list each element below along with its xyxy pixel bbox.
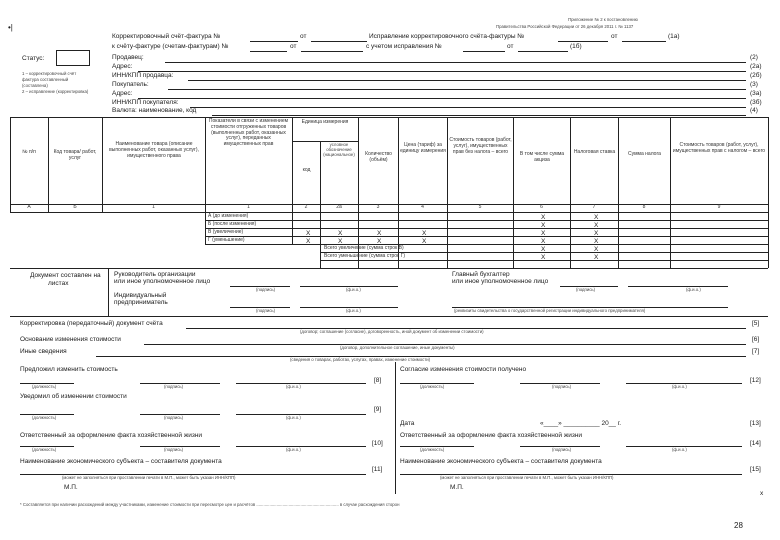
notify-fio-caption: (ф.и.о.) (286, 415, 301, 420)
status-note-1: 1 – корректировочный счёт (22, 71, 77, 76)
ip-sign-caption: (подпись) (256, 308, 276, 313)
code-15: [15] (750, 466, 761, 473)
doc-sheets-line-2: листах (48, 280, 69, 287)
left-fio-caption: (ф.и.о.) (286, 384, 301, 389)
x-mark-1: X (338, 230, 343, 237)
resp-left-title: Ответственный за оформление факта хозяйственной жизни (20, 432, 203, 439)
x-mark-10: X (541, 238, 546, 245)
resp-left-position-caption: (должность) (32, 447, 57, 452)
transfer-caption-1: (договор; соглашение (согласие), договоренность, иной документ об изменении стоимости) (300, 329, 484, 334)
notify-position-caption: (должность) (32, 415, 57, 420)
col-header-cost: Стоимость товаров (работ, услуг), имущественных прав без налога – всего (449, 137, 512, 155)
row-label-increase: В (увеличение) (208, 229, 244, 235)
consent-received-title: Согласие изменения стоимости получено (400, 366, 527, 373)
total-increase-label: Всего увеличение (сумма строк В) (324, 245, 404, 251)
head-org-line-2: или иное уполномоченное лицо (114, 278, 211, 285)
resp-left-sign-caption: (подпись) (164, 447, 184, 452)
code-12: [12] (750, 377, 761, 384)
code-10: [10] (372, 440, 383, 447)
party-field-5[interactable] (190, 107, 746, 108)
row-label-decrease: Г (уменьшение) (208, 237, 245, 243)
transfer-code-2: [6] (752, 336, 760, 343)
proposed-change-title: Предложил изменить стоимость (20, 366, 118, 373)
x-mark-6: X (306, 238, 311, 245)
entity-right-title: Наименование экономического субъекта – составителя документа (400, 458, 602, 465)
col-number-5: 2а (336, 204, 342, 210)
code-1b: (1б) (570, 43, 582, 50)
footnote: * Составляется при наличии расхождений между участниками, изменение стоимости при пересмотре цен и расчётов ..................................................................... в случае расхождения сторон (20, 502, 400, 507)
x-mark-7: X (338, 238, 343, 245)
col-header-code: Код товара/ работ, услуг (53, 149, 97, 161)
party-field-0[interactable] (165, 62, 746, 63)
col-header-total: Стоимость товаров (работ, услуг), имущественных прав с налогом – всего (672, 142, 766, 154)
col-number-8: 5 (478, 204, 482, 210)
corr-invoice-from: от (300, 33, 307, 40)
side-mark: х (760, 490, 764, 497)
x-mark-2: X (377, 230, 382, 237)
transfer-caption-2: (договор, дополнительное соглашение, иные документы) (340, 345, 455, 350)
col-number-4: 2 (304, 204, 308, 210)
col-number-indicators: 1 (247, 204, 250, 210)
x-mark-16: X (541, 214, 546, 221)
x-mark-14: X (541, 254, 546, 261)
col-number-7: 4 (421, 204, 424, 210)
x-mark-11: X (594, 238, 599, 245)
party-code-3: (3) (750, 81, 758, 88)
resp-right-title: Ответственный за оформление факта хозяйственной жизни (400, 432, 583, 439)
head-fio-caption: (ф.и.о.) (346, 287, 361, 292)
party-code-5: (3б) (750, 99, 762, 106)
ip-fio-caption: (ф.и.о.) (346, 308, 361, 313)
status-note-3: (составлена) (22, 83, 48, 88)
x-mark-18: X (541, 222, 546, 229)
col-header-unit: Единица измерения (301, 119, 349, 125)
right-sign-caption: (подпись) (552, 384, 572, 389)
col-header-name: Наименование товара (описание выполненных работ, оказанных услуг), имущественного права (109, 141, 199, 159)
resp-left-fio-caption: (ф.и.о.) (286, 447, 301, 452)
correction-from: от (611, 33, 618, 40)
status-field[interactable] (56, 50, 90, 66)
x-mark-12: X (541, 246, 546, 253)
entity-left-title: Наименование экономического субъекта – составителя документа (20, 458, 222, 465)
appendix-line-2: Правительства Российской Федерации от 26 декабря 2011 г. № 1137 (496, 24, 634, 29)
transfer-label-1: Корректировка (передаточный) документ счёта (20, 320, 163, 327)
party-field-6[interactable] (212, 115, 746, 116)
party-code-6: (4) (750, 107, 758, 114)
correction-label: Исправление корректировочного счёта-фактуры № (369, 33, 525, 40)
to-invoice-label: к счёту-фактуре (счетам-фактурам) № (112, 43, 229, 50)
col-header-unit-code: код (302, 167, 311, 173)
corr-invoice-label: Корректировочный счёт-фактура № (112, 33, 221, 40)
left-stamp: М.П. (64, 484, 78, 491)
row-label-after: Б (после изменения) (208, 221, 257, 227)
x-mark-17: X (594, 214, 599, 221)
with-correction-label: с учетом исправления № (366, 43, 442, 50)
to-invoice-from: от (290, 43, 297, 50)
ip-requisites-caption: (реквизиты свидетельства о государственной регистрации индивидуального предпринимателя) (454, 308, 646, 313)
x-mark-3: X (422, 230, 427, 237)
entity-right-caption: (может не заполняться при проставлении печати в М.П., может быть указан ИНН/КПП) (440, 475, 614, 480)
party-field-4[interactable] (138, 98, 746, 99)
col-number-10: 7 (592, 204, 596, 210)
chief-sign-caption: (подпись) (576, 287, 596, 292)
with-correction-from: от (507, 43, 514, 50)
col-header-price: Цена (тариф) за единицу измерения (400, 142, 446, 154)
status-note-2: фактура составленный (22, 77, 69, 82)
page-number: 28 (734, 521, 743, 530)
col-header-qty: Количество (объём) (365, 151, 392, 163)
party-code-1: (2а) (750, 63, 762, 70)
resp-right-position-caption: (должность) (420, 447, 445, 452)
total-decrease-label: Всего уменьшение (сумма строк Г) (324, 253, 405, 259)
col-header-indicators: Показатели в связи с изменением стоимости отгруженных товаров (выполненных работ, оказанных услуг), переданных имущественных прав (208, 118, 289, 147)
party-label-3: Покупатель: (112, 81, 149, 88)
code-11: [11] (372, 466, 383, 473)
col-header-num: № п/п (22, 149, 36, 155)
chief-acc-line-2: или иное уполномоченное лицо (452, 278, 549, 285)
party-label-5: ИНН/КПП покупателя: (112, 99, 179, 106)
x-mark-8: X (377, 238, 382, 245)
code-13: [13] (750, 420, 761, 427)
code-8: [8] (374, 377, 382, 384)
resp-right-fio-caption: (ф.и.о.) (672, 447, 687, 452)
col-number-1: Б (73, 204, 77, 210)
notify-sign-caption: (подпись) (164, 415, 184, 420)
right-stamp: М.П. (450, 484, 464, 491)
notified-title: Уведомил об изменении стоимости (20, 393, 127, 400)
col-number-9: 6 (540, 204, 543, 210)
date-label: Дата (400, 420, 415, 427)
x-mark-5: X (594, 230, 599, 237)
party-code-0: (2) (750, 54, 758, 61)
party-label-6: Валюта: наименование, код (112, 107, 197, 114)
x-mark-0: X (306, 230, 311, 237)
row-label-before: А (до изменения) (208, 213, 249, 219)
col-number-6: 3 (376, 204, 380, 210)
status-note-4: 2 – исправление (корректировка) (22, 89, 89, 94)
ip-line-1: Индивидуальный (114, 292, 167, 299)
party-field-1[interactable] (138, 71, 746, 72)
transfer-code-3: [7] (752, 348, 760, 355)
ip-line-2: предприниматель (114, 299, 168, 306)
transfer-label-3: Иные сведения (20, 348, 67, 355)
head-sign-caption: (подпись) (256, 287, 276, 292)
col-header-rate: Налоговая ставка (573, 149, 616, 155)
party-field-2[interactable] (188, 80, 746, 81)
code-1a: (1а) (668, 33, 680, 40)
resp-right-sign-caption: (подпись) (552, 447, 572, 452)
col-header-tax: Сумма налога (628, 151, 661, 157)
x-mark-15: X (594, 254, 599, 261)
entity-left-caption: (может не заполняться при проставлении печати в М.П., может быть указан ИНН/КПП) (62, 475, 236, 480)
code-9: [9] (374, 406, 382, 413)
appendix-line-1: Приложение № 2 к постановлению (568, 17, 638, 22)
party-field-3[interactable] (168, 89, 746, 90)
chief-acc-line-1: Главный бухгалтер (452, 271, 510, 278)
party-label-2: ИНН/КПП продавца: (112, 72, 174, 79)
party-label-0: Продавец: (112, 54, 144, 61)
corner-mark: •| (8, 23, 13, 32)
date-value[interactable]: «____» __________ 20__ г. (540, 420, 622, 427)
transfer-code-1: [5] (752, 320, 760, 327)
col-number-0: А (27, 204, 31, 210)
col-number-2: 1 (152, 204, 155, 210)
party-code-4: (3а) (750, 90, 762, 97)
transfer-caption-3: (сведения о товарах, работах, услугах, правах, изменение стоимости) (290, 357, 431, 362)
right-position-caption: (должность) (420, 384, 445, 389)
col-header-unit-name: условное обозначение (национальное) (323, 142, 355, 157)
left-sign-caption: (подпись) (164, 384, 184, 389)
transfer-label-2: Основание изменения стоимости (20, 336, 121, 343)
col-header-excise: В том числе сумма акциза (519, 151, 565, 163)
status-label: Статус: (22, 55, 45, 62)
code-14: [14] (750, 440, 761, 447)
party-label-1: Адрес: (112, 63, 133, 70)
col-number-12: 9 (717, 204, 721, 210)
x-mark-19: X (594, 222, 599, 229)
party-code-2: (2б) (750, 72, 762, 79)
x-mark-13: X (594, 246, 599, 253)
doc-sheets-line-1: Документ составлен на (30, 272, 101, 279)
x-mark-4: X (541, 230, 546, 237)
head-org-line-1: Руководитель организации (114, 271, 196, 278)
col-number-11: 8 (642, 204, 646, 210)
x-mark-9: X (422, 238, 427, 245)
chief-fio-caption: (ф.и.о.) (686, 287, 701, 292)
right-fio-caption: (ф.и.о.) (672, 384, 687, 389)
left-position-caption: (должность) (32, 384, 57, 389)
party-label-4: Адрес: (112, 90, 133, 97)
